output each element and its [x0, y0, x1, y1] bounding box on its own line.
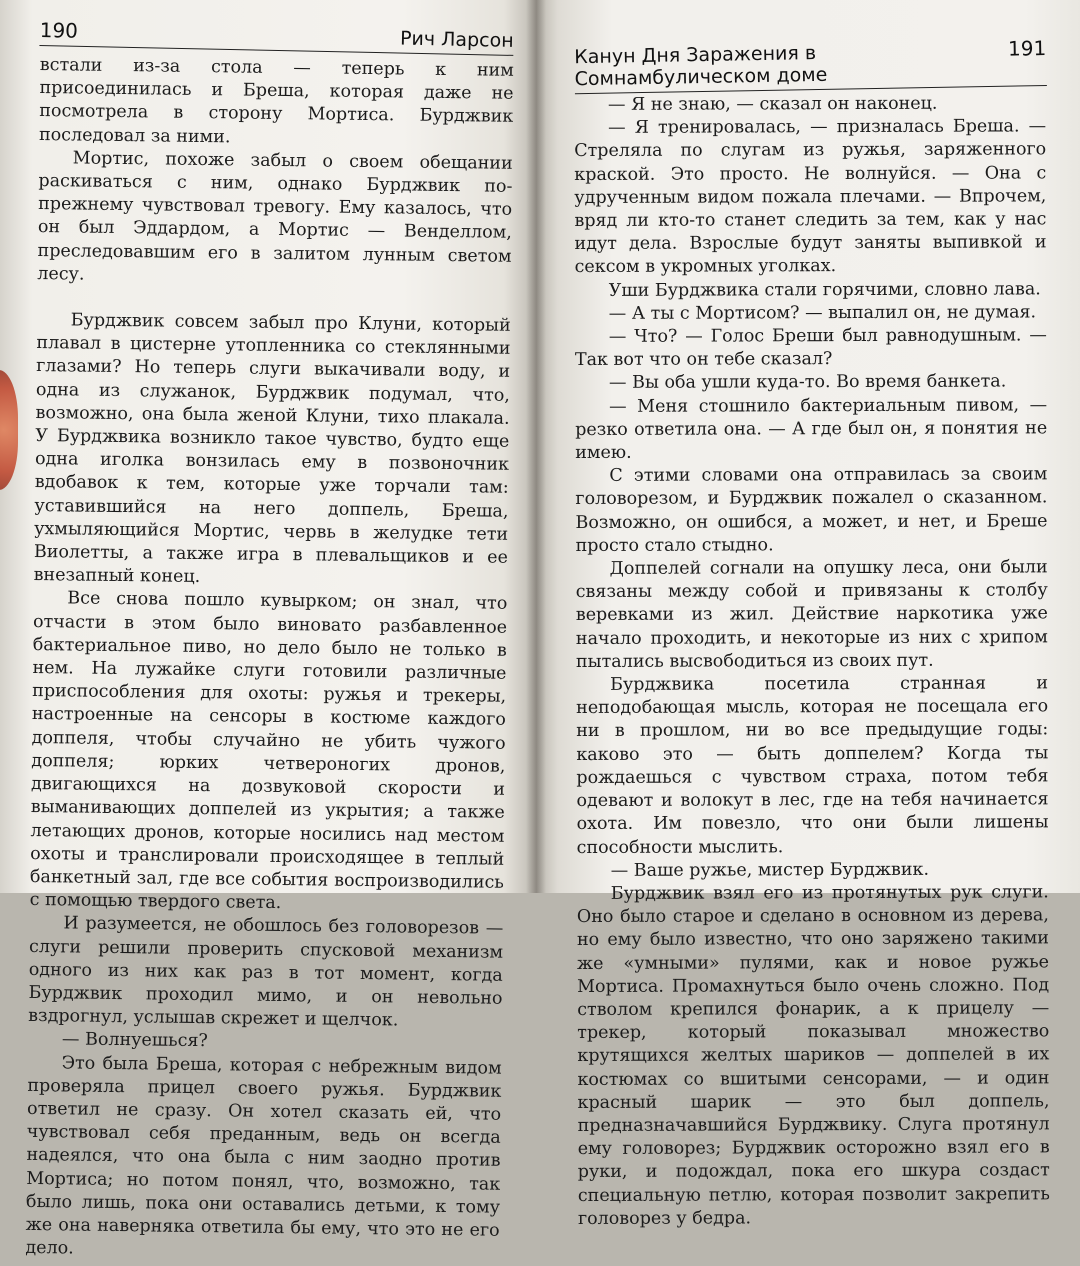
paragraph: — Что? — Голос Бреши был равнодушным. — Так вот что он тебе сказал?	[574, 325, 1047, 371]
right-page	[536, 0, 1080, 1229]
paragraph: Это была Бреша, которая с небрежным видом проверяла прицел своего ружья. Бурджвик ответил не сразу. Он хотел сказать ей, что чувствовал себя преданным, ведь он всегда надеялся, что она была с ним заодно против Мортиса; но потом понял, что, возможно, так было лишь, пока они оставались детьми, к тому же она наверняка ответила бы ему, что это не его дело.	[25, 1052, 502, 1259]
right-page-text	[574, 92, 1050, 1231]
paragraph: — Я тренировалась, — призналась Бреша. — Стреляла по слугам из ружья, заряженного краской. Это просто. Не волнуйся. — Она с удрученным видом пожала плечами. — Впрочем, вряд ли кто-то станет следить за тем, как у нас идут дела. Взрослые будут заняты выпивкой и сексом в укромных уголках.	[574, 116, 1047, 278]
paragraph: — Ваше ружье, мистер Бурджвик.	[610, 859, 930, 881]
paragraph: Уши Бурджвика стали горячими, словно лава.	[608, 278, 1041, 301]
left-page-number: 190	[39, 18, 79, 43]
paragraph: — Я не знаю, — сказал он наконец.	[608, 93, 938, 115]
right-running-head: Канун Дня Заражения в Сомнамбулическом доме	[574, 42, 828, 91]
paragraph: — Вы оба ушли куда-то. Во время банкета.	[608, 371, 1007, 394]
book-gutter-shadow	[526, 0, 546, 893]
left-page-header	[39, 18, 513, 56]
paragraph: Бурджвик совсем забыл про Клуни, который плавал в цистерне утопленника со стеклянными глазами? Но теперь слуги выкачивали воду, и одна из служанок, Бурджвик подумал, что, возможно, она была женой Клуни, тихо плакала. У Бурджвика возникло такое чувство, будто еще одна иголка вонзилась ему в позвоночник вдобавок к тем, которые уже торчали там: уставившийся на него доппель, Бреша, ухмыляющийся Мортис, червь в желудке тети Виолетты, а также игра в плевальщиков и ее внезапный конец.	[33, 310, 511, 588]
left-running-head: Рич Ларсон	[399, 27, 514, 52]
left-page-text	[25, 54, 514, 1266]
paragraph: Бурджвика посетила странная и неподобающая мысль, которая не посещала его ни в прошлом, ни во все предыдущие годы: каково это — быть доппелем? Когда ты рождаешься с чувством страха, потом тебя одевают и волокут в лес, где на тебя начинается охота. Им повезло, что они были лишены способности мыслить.	[576, 673, 1049, 858]
right-page-header	[574, 36, 1047, 94]
paragraph: Все снова пошло кувырком; он знал, что отчасти в этом было виновато разбавленное бактериальное пиво, но дело было не только в нем. На лужайке слуги готовили различные приспособления для охоты: ружья и трекеры, настроенные на сенсоры в костюме каждого доппеля, чтобы случайно не убить чужого доппеля; юрких четвероногих дронов, двигающихся на дозвуковой скорости и выманивающих доппелей из укрытия; а также летающих дронов, которые носились над местом охоты и транслировали происходящее в теплый банкетный зал, где все события воспроизводились с помощью твердого света.	[29, 588, 508, 914]
paragraph: Доппелей согнали на опушку леса, они были связаны между собой и привязаны к столбу веревками из жил. Действие наркотика уже начало проходить, и некоторые из них с хрипом пытались высвободиться из своих пут.	[575, 557, 1048, 672]
paragraph: — Волнуешься?	[61, 1029, 208, 1052]
left-page	[0, 0, 536, 1259]
paragraph: С этими словами она отправилась за своим головорезом, и Бурджвик пожалел о сказанном. Возможно, он ошибся, а может, и нет, и Бреше просто стало стыдно.	[575, 464, 1048, 556]
paragraph: Мортис, похоже забыл о своем обещании раскиваться с ним, однако Бурджвик по-прежнему чувствовал тревогу. Ему казалось, что он был Эддардом, а Мортис — Венделлом, преследовавшим его в залитом лунным светом лесу.	[37, 148, 513, 285]
paragraph: — Меня стошнило бактериальным пивом, — резко ответила она. — А где был он, я понятия не имею.	[575, 394, 1048, 464]
paragraph: встали из-за стола — теперь к ним присоединилась и Бреша, которая даже не посмотрела в сторону Мортиса. Бурджвик последовал за ними.	[38, 54, 514, 147]
right-page-number: 191	[1007, 36, 1047, 61]
paragraph: И разумеется, не обошлось без головорезов — слуги решили проверить спусковой механизм одного из них как раз в тот момент, когда Бурджвик проходил мимо, и он невольно вздрогнул, услышав скрежет и щелчок.	[28, 913, 504, 1031]
paragraph: — А ты с Мортисом? — выпалил он, не думая.	[608, 302, 1037, 324]
paragraph: Бурджвик взял его из протянутых рук слуги. Оно было старое и сделано в основном из дерева, но ему было известно, что оно заряжено такими же «умными» пулями, как и новое ружье Мортиса. Промахнуться было очень сложно. Под стволом крепился фонарик, а к прицелу — трекер, который показывал множество крутящихся желтых шариков — доппелей в их костюмах со вшитыми сенсорами, — и один красный шарик — это был доппель, предназначавшийся Бурджвику. Слуга протянул ему головорез; Бурджвик осторожно взял его в руки, и подождал, пока его шкура создаст специальную петлю, которая позволит закрепить головорез у бедра.	[576, 882, 1050, 1229]
